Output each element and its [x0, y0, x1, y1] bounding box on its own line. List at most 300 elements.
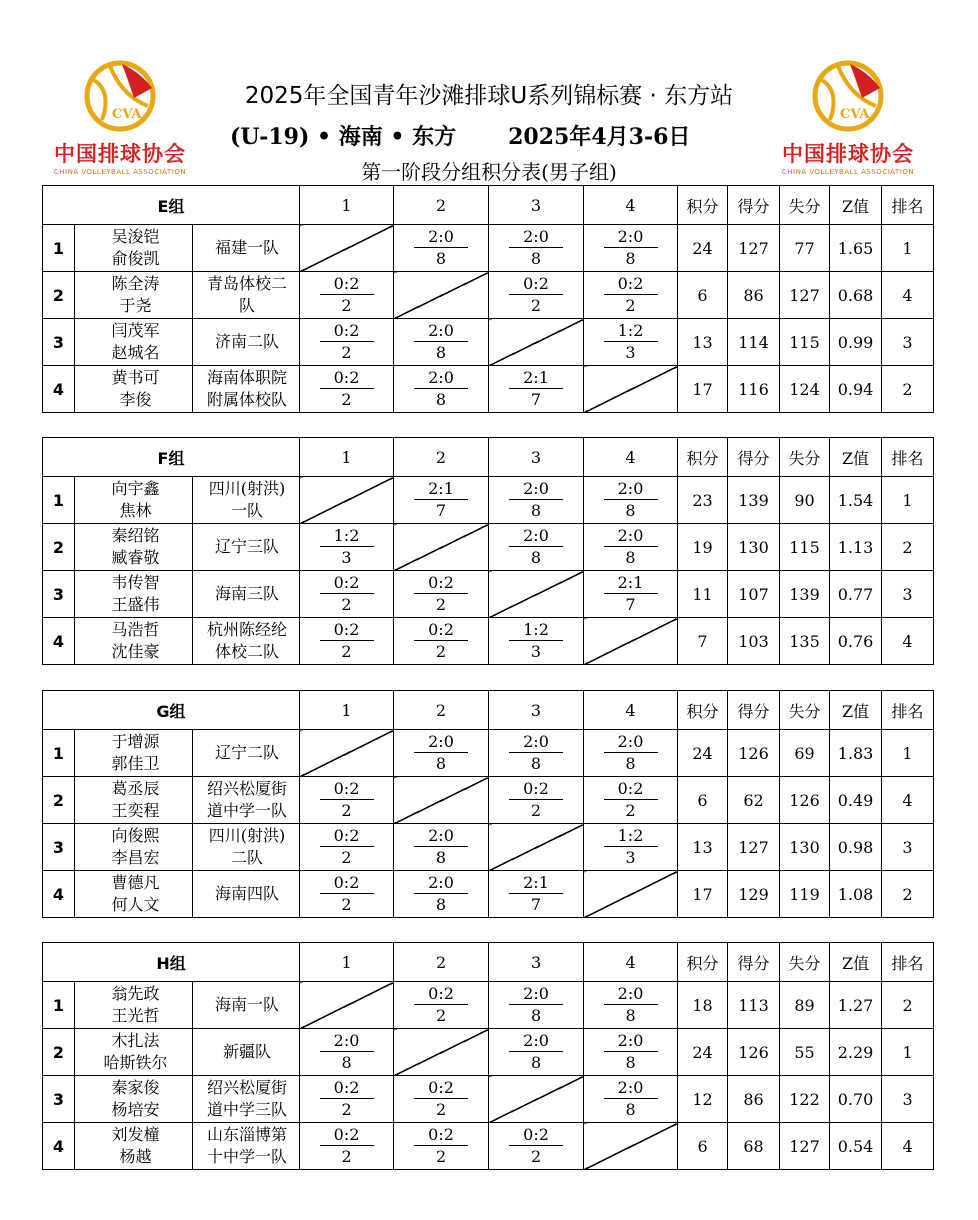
match-result-cell	[489, 366, 584, 413]
match-points: 2	[341, 895, 352, 914]
rank-value: 4	[882, 618, 934, 665]
z-value: 1.65	[830, 225, 882, 272]
match-score: 0:2	[414, 984, 468, 1005]
match-score: 0:2	[604, 779, 658, 800]
match-score: 2:1	[604, 573, 658, 594]
table-row	[43, 366, 934, 413]
self-match-cell	[584, 618, 678, 665]
match-result-cell	[300, 777, 394, 824]
team-name	[193, 777, 300, 824]
points-value: 13	[678, 824, 728, 871]
match-result-cell	[394, 824, 489, 871]
team-name	[193, 871, 300, 918]
team-name-line: 四川(射洪)	[208, 479, 286, 498]
match-points: 7	[625, 595, 636, 614]
player-name: 木扎法	[111, 1031, 160, 1050]
logo-text: 中国排球协会	[54, 141, 186, 166]
player-names	[75, 319, 193, 366]
match-points: 8	[530, 754, 542, 773]
page-subtitle: 第一阶段分组积分表(男子组)	[361, 160, 617, 184]
table-row	[43, 618, 934, 665]
won-value: 86	[728, 1076, 780, 1123]
team-name	[193, 366, 300, 413]
col-lost: 失分	[780, 691, 830, 730]
points-value: 24	[678, 730, 728, 777]
col-opponent-3: 3	[489, 943, 584, 982]
lost-value: 124	[780, 366, 830, 413]
player-names	[75, 1123, 193, 1170]
match-result-cell	[300, 366, 394, 413]
match-score: 1:2	[604, 826, 658, 847]
player-names	[75, 477, 193, 524]
match-score: 2:1	[509, 873, 563, 894]
row-index: 3	[43, 319, 75, 366]
match-score: 0:2	[414, 620, 468, 641]
match-score: 0:2	[320, 1078, 374, 1099]
match-points: 8	[625, 501, 636, 520]
player-name: 李昌宏	[111, 848, 160, 867]
col-won: 得分	[728, 691, 780, 730]
team-name	[193, 524, 300, 571]
col-opponent-2: 2	[394, 438, 489, 477]
team-name-line: 一队	[230, 501, 263, 520]
player-name: 于增源	[111, 732, 160, 751]
match-score: 2:0	[414, 732, 468, 753]
z-value: 1.83	[830, 730, 882, 777]
group-name: F组	[43, 438, 300, 477]
match-result-cell	[394, 319, 489, 366]
player-name: 焦林	[119, 501, 152, 520]
match-score: 1:2	[604, 321, 658, 342]
col-opponent-3: 3	[489, 438, 584, 477]
won-value: 62	[728, 777, 780, 824]
player-name: 秦绍铭	[111, 526, 160, 545]
points-value: 6	[678, 272, 728, 319]
player-names	[75, 1029, 193, 1076]
points-value: 6	[678, 1123, 728, 1170]
rank-value: 3	[882, 571, 934, 618]
player-name: 于尧	[119, 296, 152, 315]
match-points: 8	[625, 754, 636, 773]
row-index: 3	[43, 824, 75, 871]
match-points: 8	[530, 249, 542, 268]
won-value: 116	[728, 366, 780, 413]
z-value: 0.70	[830, 1076, 882, 1123]
z-value: 2.29	[830, 1029, 882, 1076]
table-row	[43, 1076, 934, 1123]
match-score: 2:0	[604, 984, 658, 1005]
player-name: 郭佳卫	[111, 754, 160, 773]
match-points: 7	[435, 501, 447, 520]
z-value: 0.49	[830, 777, 882, 824]
match-score: 0:2	[509, 1125, 563, 1146]
match-result-cell	[394, 871, 489, 918]
player-names	[75, 225, 193, 272]
lost-value: 127	[780, 272, 830, 319]
match-points: 2	[435, 595, 447, 614]
col-opponent-1: 1	[300, 943, 394, 982]
match-result-cell	[489, 777, 584, 824]
match-score: 2:0	[509, 227, 563, 248]
won-value: 126	[728, 730, 780, 777]
lost-value: 119	[780, 871, 830, 918]
col-opponent-2: 2	[394, 691, 489, 730]
row-index: 2	[43, 777, 75, 824]
match-result-cell	[489, 730, 584, 777]
col-opponent-1: 1	[300, 186, 394, 225]
rank-value: 3	[882, 1076, 934, 1123]
match-points: 8	[530, 548, 542, 567]
player-name: 沈佳豪	[111, 642, 160, 661]
match-result-cell	[300, 272, 394, 319]
row-index: 4	[43, 871, 75, 918]
match-result-cell	[489, 1029, 584, 1076]
match-points: 2	[341, 1147, 352, 1166]
player-name: 秦家俊	[111, 1078, 160, 1097]
row-index: 4	[43, 618, 75, 665]
match-result-cell	[300, 571, 394, 618]
match-score: 2:0	[509, 732, 563, 753]
match-points: 2	[625, 296, 636, 315]
player-name: 俞俊凯	[111, 249, 160, 268]
match-points: 8	[625, 249, 636, 268]
match-score: 1:2	[509, 620, 563, 641]
player-names	[75, 571, 193, 618]
match-score: 2:0	[604, 526, 658, 547]
won-value: 126	[728, 1029, 780, 1076]
table-row	[43, 225, 934, 272]
col-lost: 失分	[780, 943, 830, 982]
match-result-cell	[489, 272, 584, 319]
col-points: 积分	[678, 186, 728, 225]
z-value: 0.76	[830, 618, 882, 665]
table-row	[43, 982, 934, 1029]
match-result-cell	[584, 524, 678, 571]
row-index: 2	[43, 1029, 75, 1076]
self-match-cell	[394, 777, 489, 824]
match-score: 2:0	[604, 1031, 658, 1052]
col-rank: 排名	[882, 186, 934, 225]
team-name	[193, 1123, 300, 1170]
match-points: 2	[341, 642, 352, 661]
won-value: 86	[728, 272, 780, 319]
lost-value: 126	[780, 777, 830, 824]
match-result-cell	[584, 477, 678, 524]
points-value: 24	[678, 1029, 728, 1076]
team-name-line: 体校二队	[214, 642, 279, 661]
col-won: 得分	[728, 438, 780, 477]
match-points: 2	[341, 296, 352, 315]
match-score: 0:2	[320, 368, 374, 389]
col-won: 得分	[728, 943, 780, 982]
match-score: 2:0	[320, 1031, 374, 1052]
rank-value: 4	[882, 272, 934, 319]
group-name: G组	[43, 691, 300, 730]
group-table	[42, 942, 934, 1170]
match-points: 8	[435, 848, 447, 867]
rank-value: 1	[882, 225, 934, 272]
match-points: 8	[435, 754, 447, 773]
match-score: 2:0	[509, 479, 563, 500]
match-points: 2	[625, 801, 636, 820]
row-index: 4	[43, 1123, 75, 1170]
col-lost: 失分	[780, 438, 830, 477]
group-header-row	[43, 943, 934, 982]
won-value: 103	[728, 618, 780, 665]
match-result-cell	[489, 1123, 584, 1170]
lost-value: 77	[780, 225, 830, 272]
player-name: 李俊	[119, 390, 152, 409]
lost-value: 90	[780, 477, 830, 524]
col-opponent-2: 2	[394, 943, 489, 982]
col-points: 积分	[678, 438, 728, 477]
player-names	[75, 777, 193, 824]
match-points: 2	[341, 343, 352, 362]
team-name-line: 海南一队	[215, 995, 280, 1014]
match-points: 2	[435, 1006, 447, 1025]
match-score: 0:2	[604, 274, 658, 295]
col-points: 积分	[678, 943, 728, 982]
logo-subtext: CHINA VOLLEYBALL ASSOCIATION	[53, 168, 187, 176]
player-name: 韦传智	[111, 573, 160, 592]
match-score: 2:0	[414, 873, 468, 894]
self-match-cell	[300, 225, 394, 272]
player-name: 王盛伟	[111, 595, 160, 614]
group-header-row	[43, 186, 934, 225]
match-score: 2:0	[604, 479, 658, 500]
player-name: 吴浚铠	[111, 227, 160, 246]
col-opponent-3: 3	[489, 691, 584, 730]
self-match-cell	[489, 571, 584, 618]
player-names	[75, 366, 193, 413]
col-opponent-1: 1	[300, 691, 394, 730]
team-name-line: 道中学三队	[207, 1100, 288, 1119]
table-row	[43, 477, 934, 524]
match-points: 8	[530, 501, 542, 520]
match-points: 2	[530, 1147, 542, 1166]
team-name-line: 道中学一队	[206, 801, 287, 820]
match-points: 3	[341, 548, 352, 567]
match-points: 2	[435, 1147, 447, 1166]
match-result-cell	[584, 777, 678, 824]
match-result-cell	[584, 319, 678, 366]
group-name: H组	[43, 943, 300, 982]
match-result-cell	[489, 982, 584, 1029]
match-result-cell	[300, 871, 394, 918]
match-result-cell	[584, 1029, 678, 1076]
match-score: 2:0	[414, 227, 468, 248]
team-name-line: 济南二队	[214, 332, 279, 351]
col-z-value: Z值	[830, 186, 882, 225]
team-name-line: 绍兴松厦街	[207, 1078, 288, 1097]
col-opponent-4: 4	[584, 186, 678, 225]
match-points: 8	[435, 390, 447, 409]
match-result-cell	[489, 524, 584, 571]
group-table	[42, 690, 934, 918]
player-name: 哈斯铁尔	[103, 1053, 168, 1072]
row-index: 3	[43, 1076, 75, 1123]
match-points: 2	[435, 642, 447, 661]
player-name: 向俊熙	[111, 826, 160, 845]
player-name: 臧睿敬	[111, 548, 160, 567]
match-score: 0:2	[320, 274, 374, 295]
points-value: 17	[678, 871, 728, 918]
match-points: 8	[625, 1100, 636, 1119]
match-result-cell	[394, 571, 489, 618]
player-names	[75, 871, 193, 918]
self-match-cell	[489, 1076, 584, 1123]
team-name-line: 四川(射洪)	[208, 826, 286, 845]
won-value: 139	[728, 477, 780, 524]
table-row	[43, 1123, 934, 1170]
match-score: 1:2	[320, 526, 374, 547]
lost-value: 115	[780, 524, 830, 571]
rank-value: 4	[882, 777, 934, 824]
points-value: 24	[678, 225, 728, 272]
match-result-cell	[300, 524, 394, 571]
match-result-cell	[394, 225, 489, 272]
player-name: 王光哲	[111, 1006, 160, 1025]
lost-value: 69	[780, 730, 830, 777]
match-result-cell	[489, 477, 584, 524]
row-index: 1	[43, 730, 75, 777]
z-value: 0.54	[830, 1123, 882, 1170]
player-name: 翁先政	[111, 984, 160, 1003]
rank-value: 1	[882, 1029, 934, 1076]
team-name	[193, 1076, 300, 1123]
col-opponent-4: 4	[584, 943, 678, 982]
player-name: 杨培安	[111, 1100, 160, 1119]
match-result-cell	[584, 571, 678, 618]
z-value: 1.54	[830, 477, 882, 524]
self-match-cell	[489, 319, 584, 366]
rank-value: 2	[882, 871, 934, 918]
player-name: 王奕程	[111, 801, 160, 820]
match-score: 0:2	[414, 1125, 468, 1146]
won-value: 127	[728, 824, 780, 871]
match-points: 3	[625, 848, 636, 867]
player-names	[75, 824, 193, 871]
rank-value: 1	[882, 730, 934, 777]
row-index: 1	[43, 477, 75, 524]
player-name: 葛丞辰	[111, 779, 160, 798]
match-score: 2:0	[604, 732, 658, 753]
z-value: 0.77	[830, 571, 882, 618]
z-value: 0.99	[830, 319, 882, 366]
match-points: 8	[435, 343, 447, 362]
match-result-cell	[584, 1076, 678, 1123]
team-name-line: 杭州陈经纶	[206, 620, 287, 639]
match-points: 7	[530, 895, 542, 914]
match-score: 2:0	[509, 526, 563, 547]
match-score: 0:2	[320, 826, 374, 847]
match-score: 0:2	[320, 779, 374, 800]
points-value: 13	[678, 319, 728, 366]
team-name	[193, 571, 300, 618]
team-name-line: 附属体校队	[206, 390, 287, 409]
match-score: 0:2	[320, 1125, 374, 1146]
match-points: 8	[435, 895, 447, 914]
col-rank: 排名	[882, 438, 934, 477]
row-index: 2	[43, 524, 75, 571]
match-score: 2:1	[509, 368, 563, 389]
match-score: 2:0	[414, 826, 468, 847]
player-names	[75, 618, 193, 665]
won-value: 130	[728, 524, 780, 571]
self-match-cell	[300, 982, 394, 1029]
table-row	[43, 319, 934, 366]
team-name-line: 二队	[230, 848, 263, 867]
col-points: 积分	[678, 691, 728, 730]
col-opponent-4: 4	[584, 438, 678, 477]
match-result-cell	[584, 982, 678, 1029]
team-name	[193, 272, 300, 319]
self-match-cell	[394, 1029, 489, 1076]
player-names	[75, 1076, 193, 1123]
won-value: 113	[728, 982, 780, 1029]
lost-value: 127	[780, 1123, 830, 1170]
match-score: 2:0	[414, 321, 468, 342]
match-result-cell	[300, 1076, 394, 1123]
team-name	[193, 1029, 300, 1076]
self-match-cell	[394, 272, 489, 319]
col-opponent-4: 4	[584, 691, 678, 730]
table-row	[43, 272, 934, 319]
team-name-line: 绍兴松厦街	[206, 779, 287, 798]
player-name: 杨越	[119, 1147, 152, 1166]
won-value: 68	[728, 1123, 780, 1170]
points-value: 23	[678, 477, 728, 524]
match-score: 0:2	[320, 573, 374, 594]
team-name-line: 海南四队	[214, 884, 279, 903]
player-name: 赵城名	[111, 343, 160, 362]
match-result-cell	[394, 618, 489, 665]
group-table	[42, 437, 934, 665]
match-result-cell	[489, 225, 584, 272]
self-match-cell	[584, 1123, 678, 1170]
match-points: 3	[530, 642, 542, 661]
match-result-cell	[394, 477, 489, 524]
table-row	[43, 524, 934, 571]
match-points: 8	[530, 1053, 542, 1072]
lost-value: 55	[780, 1029, 830, 1076]
table-row	[43, 571, 934, 618]
self-match-cell	[300, 730, 394, 777]
lost-value: 89	[780, 982, 830, 1029]
match-result-cell	[584, 730, 678, 777]
col-lost: 失分	[780, 186, 830, 225]
points-value: 6	[678, 777, 728, 824]
self-match-cell	[394, 524, 489, 571]
rank-value: 2	[882, 982, 934, 1029]
row-index: 1	[43, 982, 75, 1029]
player-name: 向宇鑫	[111, 479, 160, 498]
team-name-line: 十中学一队	[207, 1147, 288, 1166]
page-title-line2	[230, 120, 690, 151]
won-value: 114	[728, 319, 780, 366]
match-result-cell	[584, 824, 678, 871]
col-z-value: Z值	[830, 943, 882, 982]
player-names	[75, 272, 193, 319]
match-result-cell	[300, 1029, 394, 1076]
match-result-cell	[394, 1123, 489, 1170]
match-points: 8	[625, 1006, 636, 1025]
event-location: (U-19) • 海南 • 东方	[230, 124, 457, 150]
points-value: 11	[678, 571, 728, 618]
match-points: 2	[530, 801, 542, 820]
rank-value: 3	[882, 824, 934, 871]
team-name	[193, 982, 300, 1029]
